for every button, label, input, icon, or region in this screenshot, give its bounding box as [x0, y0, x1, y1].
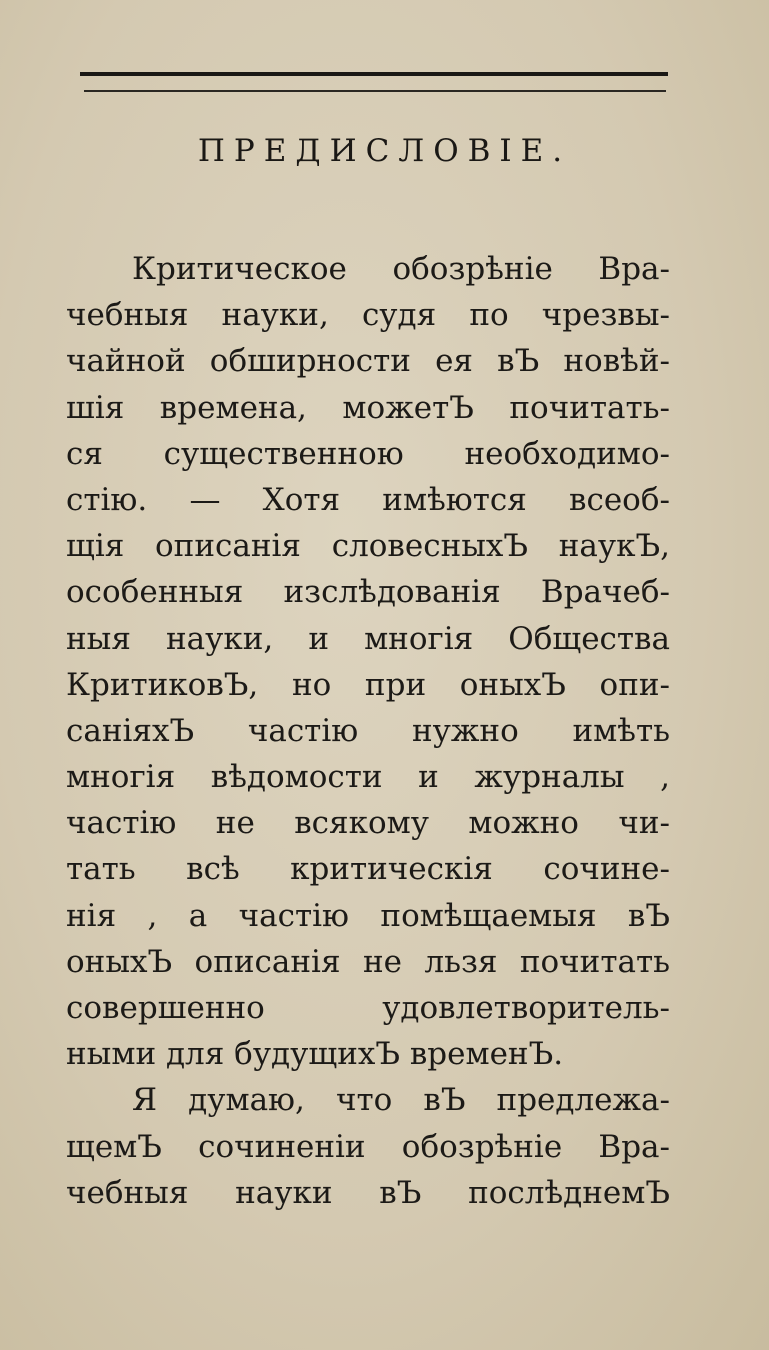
- text-line: шія времена, можетЪ почитать-: [66, 389, 670, 426]
- text-line: тать всѣ критическія сочине-: [66, 851, 670, 888]
- text-line: саніяхЪ частію нужно имѣть: [66, 712, 670, 749]
- text-line: ся существенною необходимо-: [66, 435, 670, 472]
- text-line: частію не всякому можно чи-: [66, 805, 670, 842]
- text-line: стію. — Хотя имѣются всеоб-: [66, 481, 670, 518]
- header-rule-thick: [80, 72, 668, 76]
- text-line: КритиковЪ, но при оныхЪ опи-: [66, 666, 670, 703]
- text-line: особенныя изслѣдованія Врачеб-: [66, 574, 670, 611]
- text-line: Критическое обозрѣніе Вра-: [132, 251, 670, 287]
- text-line: многія вѣдомости и журналы ,: [66, 759, 670, 796]
- header-rule-thin: [84, 90, 666, 92]
- text-line: оныхЪ описанія не льзя почитать: [66, 943, 670, 980]
- text-line: совершенно удовлетворитель-: [66, 990, 670, 1026]
- text-line: чебныя науки вЪ послѣднемЪ: [66, 1174, 670, 1211]
- text-line: Я думаю, что вЪ предлежа-: [132, 1082, 670, 1119]
- text-line: ныя науки, и многія Общества: [66, 620, 670, 657]
- text-line: чайной обширности ея вЪ новѣй-: [66, 343, 670, 380]
- text-line: чебныя науки, судя по чрезвы-: [66, 297, 670, 334]
- text-line: щія описанія словесныхЪ наукЪ,: [66, 528, 670, 565]
- text-line: щемЪ сочиненіи обозрѣніе Вра-: [66, 1128, 670, 1165]
- body-text: [66, 246, 670, 1216]
- page-heading: ПРЕДИСЛОВІЕ.: [197, 133, 572, 169]
- text-line: ными для будущихЪ временЪ.: [66, 1036, 564, 1073]
- text-line: нія , а частію помѣщаемыя вЪ: [66, 897, 670, 934]
